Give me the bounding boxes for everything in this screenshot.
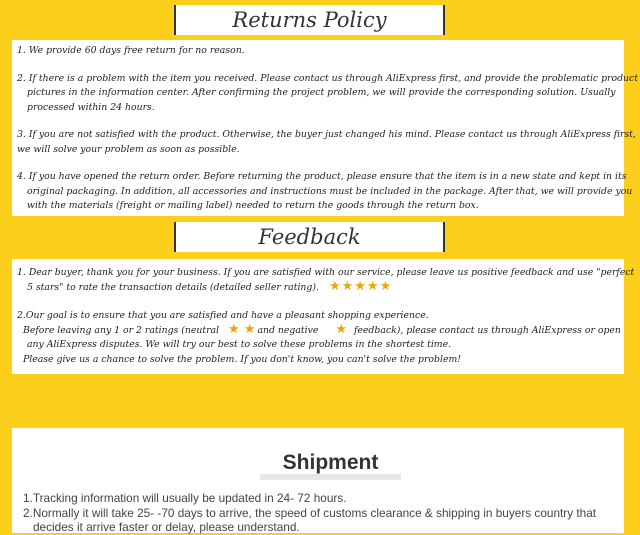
returns-policy-title: Returns Policy	[174, 5, 445, 35]
shipment-line-3: decides it arrive faster or delay, please understand.	[33, 520, 300, 534]
shipment-body	[23, 491, 621, 535]
shipment-line-2: 2.Normally it will take 25- -70 days to arrive, the speed of customs clearance & shipping in buyers country that	[23, 505, 597, 520]
feedback-title: Feedback	[174, 222, 445, 252]
feedback-item-2-line-2c: feedback), please contact us through AliExpress or open	[353, 324, 621, 336]
feedback-item-2-line-4: Please give us a chance to solve the problem. If you don't know, you can't solve the problem!	[23, 353, 462, 365]
feedback-item-2-line-2b: and negative	[257, 324, 319, 336]
returns-item-4	[17, 170, 633, 214]
returns-item-2-line-2: pictures in the information center. After confirming the project problem, we will provide the corresponding solution. Usually	[27, 87, 616, 98]
returns-item-3-line-1: 3. If you are not satisfied with the product. Otherwise, the buyer just changed his mind. Please contact us through AliExpress first,	[17, 129, 636, 140]
shipment-panel	[12, 428, 624, 533]
feedback-item-2-line-1: 2.Our goal is to ensure that you are satisfied and have a pleasant shopping experience.	[17, 310, 429, 321]
returns-item-1	[17, 44, 620, 59]
returns-item-2-line-1: 2. If there is a problem with the item you received. Please contact us through AliExpress first, and provide the problematic product	[17, 72, 638, 84]
negative-star-icon: ★	[335, 321, 347, 337]
feedback-item-1-line-1: 1. Dear buyer, thank you for your business. If you are satisfied with our service, please leave us positive feedback and use "perfect	[17, 267, 635, 278]
returns-item-2-line-3: processed within 24 hours.	[27, 101, 155, 113]
feedback-item-1	[17, 266, 635, 295]
feedback-item-2-line-3: any AliExpress disputes. We will try our best to solve these problems in the shortest time.	[27, 339, 452, 350]
feedback-item-2-line-2a: Before leaving any 1 or 2 ratings (neutral	[23, 324, 220, 336]
returns-item-1-text: 1. We provide 60 days free return for no reason.	[17, 45, 245, 56]
neutral-stars-icon: ★ ★	[228, 321, 256, 337]
five-star-rating-icon: ★★★★★	[328, 278, 393, 294]
feedback-item-1-line-2	[17, 278, 620, 296]
returns-item-4-line-1: 4. If you have opened the return order. Before returning the product, please ensure that the item is in a new state and kept in its	[17, 171, 627, 182]
returns-item-3-line-2: we will solve your problem as soon as possible.	[17, 143, 240, 155]
shipment-line-1: 1.Tracking information will usually be updated in 24- 72 hours.	[23, 491, 347, 505]
returns-policy-panel	[12, 40, 638, 216]
feedback-item-1-line-2-text: 5 stars" to rate the transaction details (detailed seller rating).	[27, 281, 319, 293]
feedback-item-2-line-2	[17, 321, 621, 339]
returns-item-4-line-3: with the materials (freight or mailing label) needed to return the goods through the return box.	[27, 200, 479, 211]
feedback-panel	[12, 259, 635, 374]
returns-item-4-line-2: original packaging. In addition, all accessories and instructions must be included in the package. After that, we will provide you	[27, 185, 633, 197]
returns-item-3	[17, 128, 636, 157]
returns-item-2	[17, 72, 638, 116]
feedback-item-2	[17, 309, 620, 367]
shipment-title: Shipment	[260, 452, 401, 480]
